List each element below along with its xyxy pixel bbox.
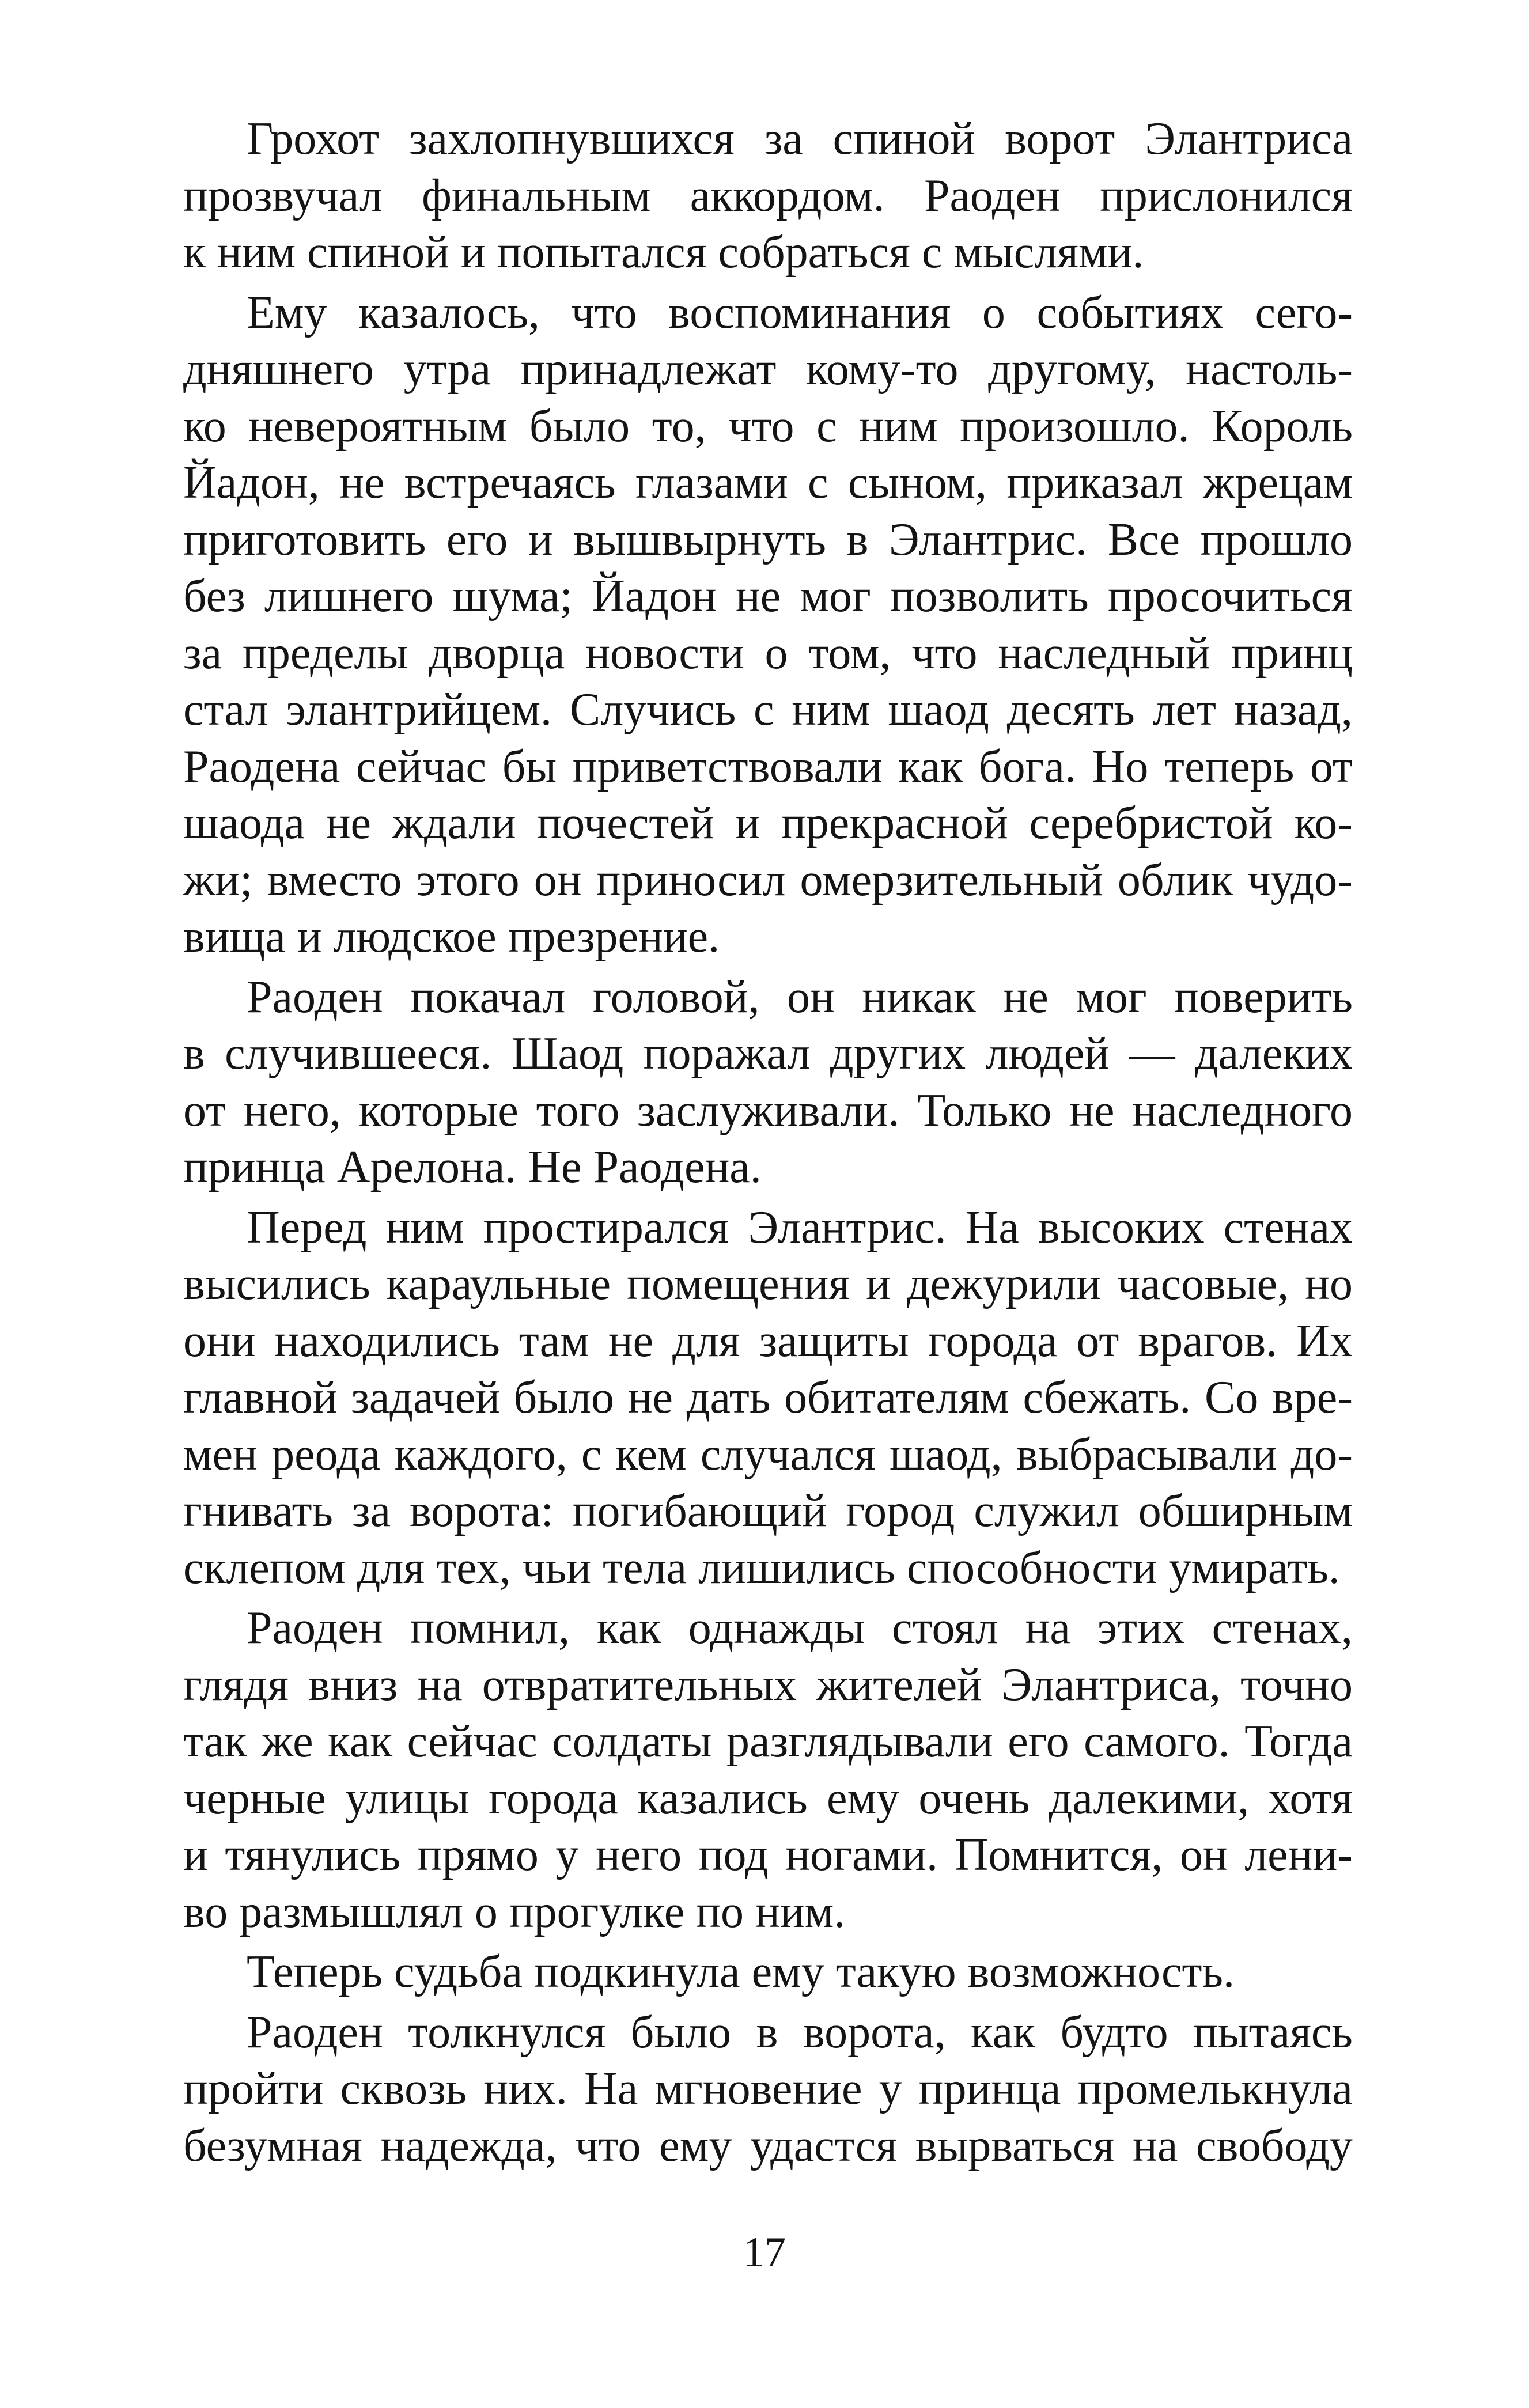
text-line: главной задачей было не дать обитателям сбежать. Со вре- (183, 1372, 1353, 1423)
text-line: глядя вниз на отвратительных жителей Элантриса, точно (183, 1659, 1353, 1710)
paragraph-7 (183, 2004, 1353, 2175)
text-line: Раодена сейчас бы приветствовали как бога. Но теперь от (183, 741, 1353, 792)
paragraph-2 (183, 285, 1353, 966)
body-text (183, 111, 1353, 2178)
text-line: без лишнего шума; Йадон не мог позволить просочиться (183, 571, 1353, 622)
text-line: склепом для тех, чьи тела лишились способности умирать. (183, 1542, 1340, 1593)
paragraph-6 (183, 1944, 1353, 2001)
paragraph-1 (183, 111, 1353, 281)
text-line: мен реода каждого, с кем случался шаод, выбрасывали до- (183, 1429, 1353, 1480)
text-line: черные улицы города казались ему очень далекими, хотя (183, 1773, 1353, 1824)
page-number: 17 (743, 2229, 786, 2276)
text-line: и тянулись прямо у него под ногами. Помнится, он лени- (183, 1830, 1353, 1880)
text-line: к ним спиной и попытался собраться с мыслями. (183, 227, 1144, 278)
paragraph-3 (183, 969, 1353, 1196)
text-line: Йадон, не встречаясь глазами с сыном, приказал жрецам (183, 457, 1353, 508)
text-line: от него, которые того заслуживали. Только не наследного (183, 1085, 1353, 1136)
text-line: за пределы дворца новости о том, что наследный принц (183, 627, 1353, 679)
text-line: Теперь судьба подкинула ему такую возможность. (247, 1947, 1235, 1997)
text-line: так же как сейчас солдаты разглядывали его самого. Тогда (183, 1716, 1353, 1767)
text-line: Перед ним простирался Элантрис. На высоких стенах (247, 1202, 1353, 1253)
text-line: Раоден толкнулся было в ворота, как будто пытаясь (247, 2006, 1353, 2058)
text-line: гнивать за ворота: погибающий город служил обширным (183, 1486, 1353, 1536)
paragraph-5 (183, 1600, 1353, 1940)
text-line: Раоден помнил, как однажды стоял на этих стенах, (247, 1603, 1353, 1653)
text-line: приготовить его и вышвырнуть в Элантрис. Все прошло (183, 514, 1353, 565)
text-line: принца Арелона. Не Раодена. (183, 1142, 762, 1192)
text-line: Грохот захлопнувшихся за спиной ворот Элантриса (247, 113, 1353, 164)
text-line: пройти сквозь них. На мгновение у принца промелькнула (183, 2064, 1353, 2114)
text-line: жи; вместо этого он приносил омерзительный облик чудо- (183, 854, 1353, 906)
text-line: во размышлял о прогулке по ним. (183, 1886, 846, 1937)
text-line: вища и людское презрение. (183, 911, 720, 962)
text-line: Раоден покачал головой, он никак не мог поверить (247, 971, 1353, 1023)
text-line: в случившееся. Шаод поражал других людей — далеких (183, 1028, 1353, 1079)
text-line: ко невероятным было то, что с ним произошло. Король (183, 400, 1353, 452)
text-line: шаода не ждали почестей и прекрасной серебристой ко- (183, 798, 1353, 849)
text-line: безумная надежда, что ему удастся вырваться на свободу (183, 2120, 1353, 2171)
text-line: высились караульные помещения и дежурили часовые, но (183, 1259, 1353, 1309)
text-line: дняшнего утра принадлежат кому-то другому, настоль- (183, 344, 1353, 395)
paragraph-4 (183, 1199, 1353, 1597)
text-line: Ему казалось, что воспоминания о событиях сего- (247, 287, 1353, 338)
text-line: они находились там не для защиты города от врагов. Их (183, 1315, 1353, 1366)
text-line: прозвучал финальным аккордом. Раоден прислонился (183, 170, 1353, 221)
text-line: стал элантрийцем. Случись с ним шаод десять лет назад, (183, 684, 1353, 735)
